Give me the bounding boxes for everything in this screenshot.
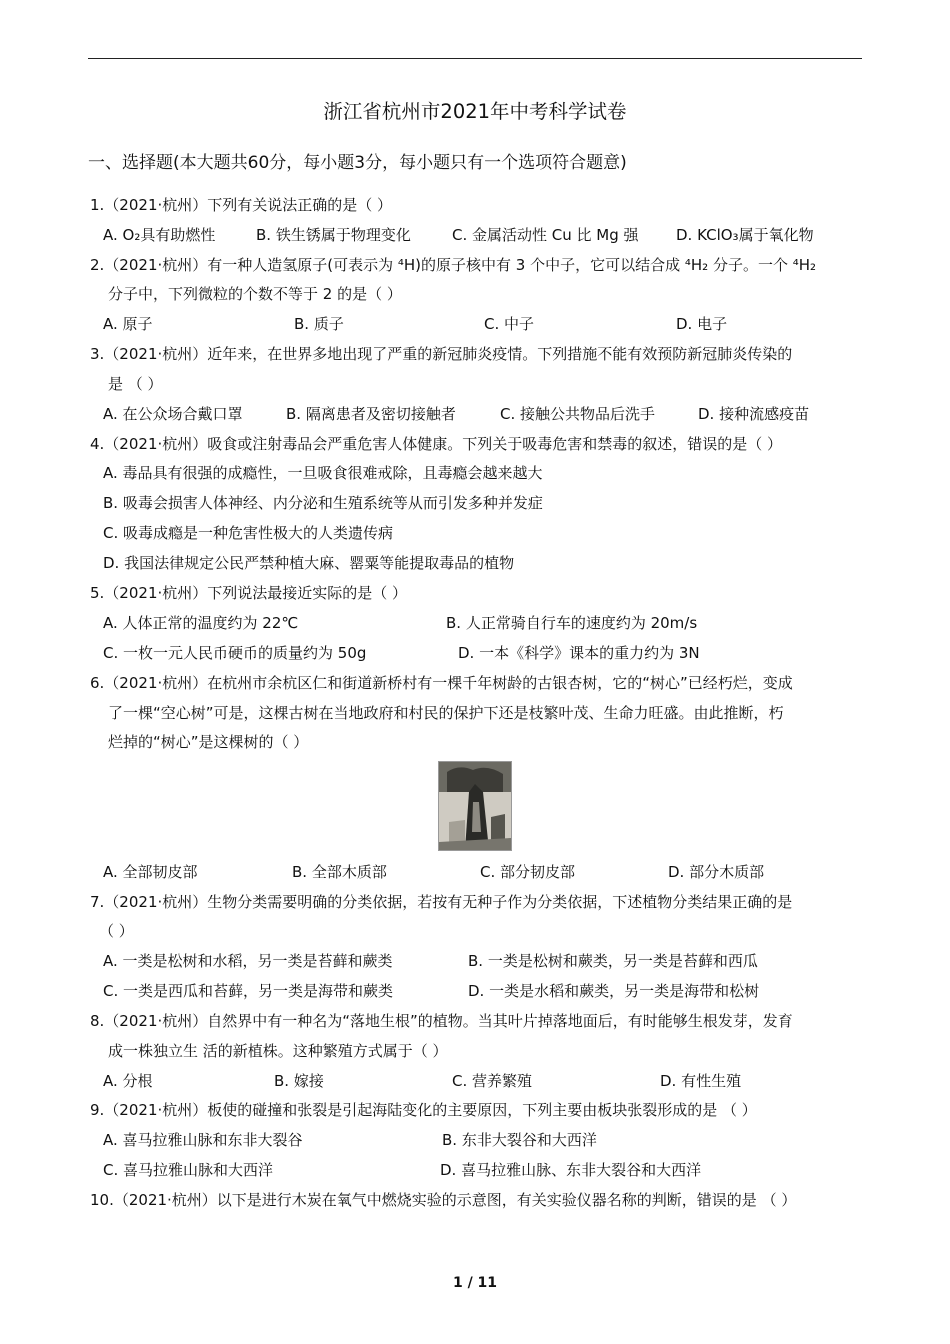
q2-option-b: B. 质子 [294,315,344,333]
q6-option-a: A. 全部韧皮部 [103,863,198,881]
question-8-stem-line1: 8.（2021·杭州）自然界中有一种名为“落地生根”的植物。当其叶片掉落地面后，有时能够生根发芽，发育 [90,1012,793,1030]
q9-option-d: D. 喜马拉雅山脉、东非大裂谷和大西洋 [440,1161,702,1179]
q7-option-b: B. 一类是松树和蕨类，另一类是苔藓和西瓜 [468,952,758,970]
question-1-stem: 1.（2021·杭州）下列有关说法正确的是（ ） [90,196,393,214]
question-6-stem-line3: 烂掉的“树心”是这棵树的（ ） [108,733,309,751]
ginkgo-tree-image [439,762,511,850]
question-6-stem-line1: 6.（2021·杭州）在杭州市余杭区仁和街道新桥村有一棵千年树龄的古银杏树，它的“树心”已经朽烂，变成 [90,674,793,692]
question-2-stem-line1: 2.（2021·杭州）有一种人造氢原子(可表示为 ⁴H)的原子核中有 3 个中子，它可以结合成 ⁴H₂ 分子。一个 ⁴H₂ [90,256,817,274]
question-7-stem-line2: （ ） [99,922,134,940]
q5-option-b: B. 人正常骑自行车的速度约为 20m/s [446,614,698,632]
q2-option-c: C. 中子 [484,315,535,333]
q2-option-a: A. 原子 [103,315,153,333]
q8-option-b: B. 嫁接 [274,1072,324,1090]
q8-option-a: A. 分根 [103,1072,153,1090]
q5-option-c: C. 一枚一元人民币硬币的质量约为 50g [103,644,367,662]
q3-option-d: D. 接种流感疫苗 [698,405,810,423]
q9-option-a: A. 喜马拉雅山脉和东非大裂谷 [103,1131,303,1149]
question-7-stem-line1: 7.（2021·杭州）生物分类需要明确的分类依据，若按有无种子作为分类依据，下述植物分类结果正确的是 [90,893,793,911]
tree-photo [438,761,512,851]
q7-option-a: A. 一类是松树和水稻，另一类是苔藓和蕨类 [103,952,393,970]
q3-option-a: A. 在公众场合戴口罩 [103,405,243,423]
q3-option-c: C. 接触公共物品后洗手 [500,405,656,423]
section-heading: 一、选择题(本大题共60分，每小题3分，每小题只有一个选项符合题意) [88,153,627,173]
q1-option-a: A. O₂具有助燃性 [103,226,216,244]
question-5-stem: 5.（2021·杭州）下列说法最接近实际的是（ ） [90,584,408,602]
page-number: 1 / 11 [452,1275,498,1291]
question-3-stem-line2: 是 （ ） [108,375,163,393]
q6-option-c: C. 部分韧皮部 [480,863,576,881]
q5-option-a: A. 人体正常的温度约为 22℃ [103,614,299,632]
q4-option-c: C. 吸毒成瘾是一种危害性极大的人类遗传病 [103,524,394,542]
q1-option-c: C. 金属活动性 Cu 比 Mg 强 [452,226,639,244]
page-title: 浙江省杭州市2021年中考科学试卷 [323,100,627,123]
question-9-stem: 9.（2021·杭州）板使的碰撞和张裂是引起海陆变化的主要原因，下列主要由板块张裂形成的是 （ ） [90,1101,757,1119]
q7-option-d: D. 一类是水稻和蕨类，另一类是海带和松树 [468,982,760,1000]
q8-option-c: C. 营养繁殖 [452,1072,533,1090]
question-10-stem: 10.（2021·杭州）以下是进行木炭在氧气中燃烧实验的示意图，有关实验仪器名称的判断，错误的是 （ ） [90,1191,797,1209]
q4-option-d: D. 我国法律规定公民严禁种植大麻、罂粟等能提取毒品的植物 [103,554,515,572]
question-3-stem-line1: 3.（2021·杭州）近年来，在世界多地出现了严重的新冠肺炎疫情。下列措施不能有效预防新冠肺炎传染的 [90,345,793,363]
q4-option-a: A. 毒品具有很强的成瘾性，一旦吸食很难戒除，且毒瘾会越来越大 [103,464,543,482]
q4-option-b: B. 吸毒会损害人体神经、内分泌和生殖系统等从而引发多种并发症 [103,494,543,512]
q2-option-d: D. 电子 [676,315,728,333]
q6-option-b: B. 全部木质部 [292,863,387,881]
question-4-stem: 4.（2021·杭州）吸食或注射毒品会严重危害人体健康。下列关于吸毒危害和禁毒的叙述，错误的是（ ） [90,435,783,453]
question-6-stem-line2: 了一棵“空心树”可是，这棵古树在当地政府和村民的保护下还是枝繁叶茂、生命力旺盛。由此推断，朽 [108,704,784,722]
q3-option-b: B. 隔离患者及密切接触者 [286,405,456,423]
question-2-stem-line2: 分子中，下列微粒的个数不等于 2 的是（ ） [108,285,402,303]
q1-option-b: B. 铁生锈属于物理变化 [256,226,411,244]
q9-option-b: B. 东非大裂谷和大西洋 [442,1131,597,1149]
q1-option-d: D. KClO₃属于氧化物 [676,226,814,244]
q6-option-d: D. 部分木质部 [668,863,765,881]
question-8-stem-line2: 成一株独立生 活的新植株。这种繁殖方式属于（ ） [108,1042,448,1060]
header-rule [88,58,862,59]
q8-option-d: D. 有性生殖 [660,1072,742,1090]
q5-option-d: D. 一本《科学》课本的重力约为 3N [458,644,700,662]
q7-option-c: C. 一类是西瓜和苔藓，另一类是海带和蕨类 [103,982,394,1000]
q9-option-c: C. 喜马拉雅山脉和大西洋 [103,1161,274,1179]
